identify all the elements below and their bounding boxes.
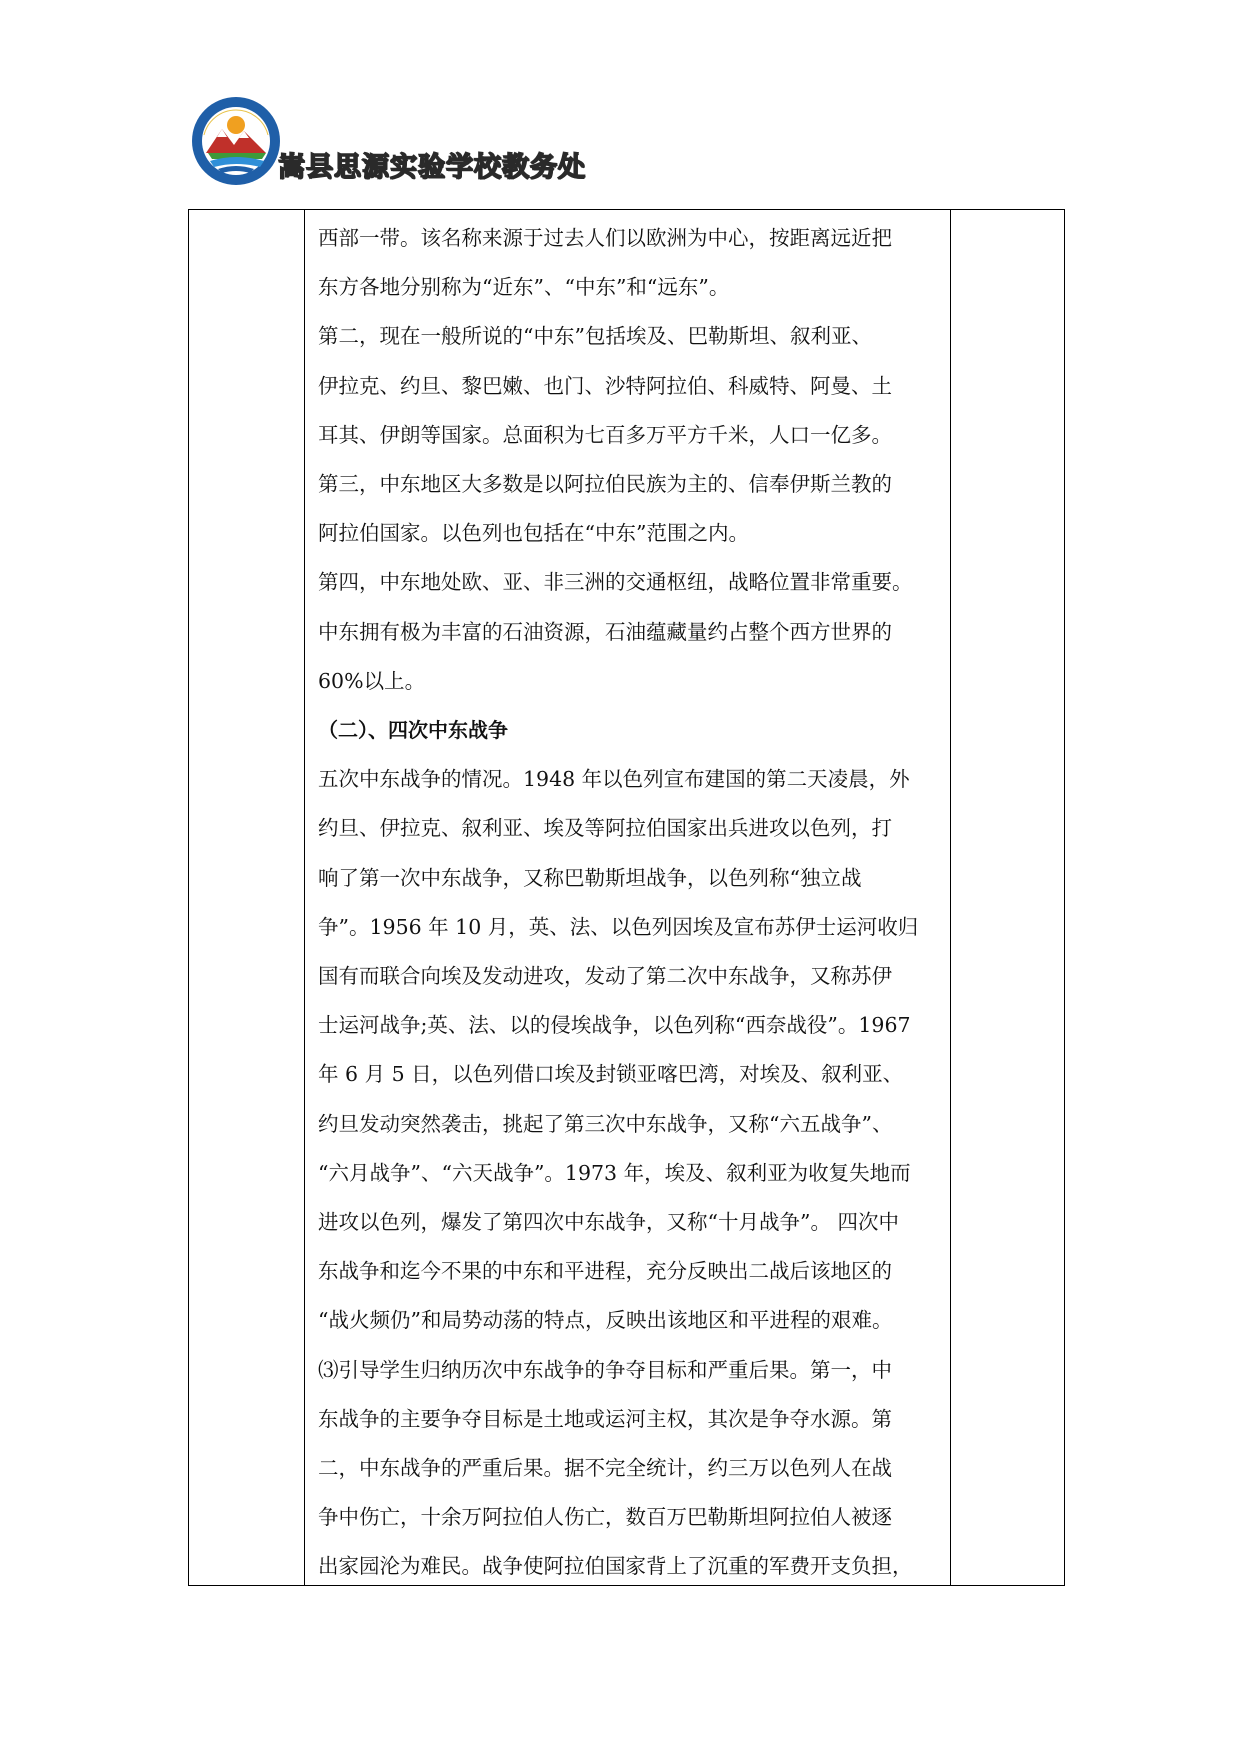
section-heading: （二）、四次中东战争 (318, 718, 508, 743)
right-column-cell (950, 210, 1064, 1585)
content-line: 第二，现在一般所说的“中东”包括埃及、巴勒斯坦、叙利亚、 (318, 324, 872, 349)
content-line: 东战争和迄今不果的中东和平进程，充分反映出二战后该地区的 (318, 1259, 892, 1284)
content-line: 中东拥有极为丰富的石油资源，石油蕴藏量约占整个西方世界的 (318, 619, 892, 644)
page-header (190, 95, 620, 185)
content-line: 响了第一次中东战争，又称巴勒斯坦战争，以色列称“独立战 (318, 865, 862, 890)
school-name: 嵩县思源实验学校教务处 (278, 152, 586, 183)
content-line: 约旦发动突然袭击，挑起了第三次中东战争，又称“六五战争”、 (318, 1111, 893, 1136)
content-line: 争中伤亡，十余万阿拉伯人伤亡，数百万巴勒斯坦阿拉伯人被逐 (318, 1505, 892, 1530)
content-line: 五次中东战争的情况。1948 年以色列宣布建国的第二天凌晨，外 (318, 767, 910, 792)
left-column-cell (189, 210, 305, 1585)
content-line: 年 6 月 5 日，以色列借口埃及封锁亚喀巴湾，对埃及、叙利亚、 (318, 1062, 904, 1087)
content-line: 东战争的主要争夺目标是土地或运河主权，其次是争夺水源。第 (318, 1406, 892, 1431)
content-line: 60%以上。 (318, 668, 426, 693)
content-line: 士运河战争;英、法、以的侵埃战争，以色列称“西奈战役”。1967 (318, 1013, 911, 1038)
content-line: 争”。1956 年 10 月，英、法、以色列因埃及宣布苏伊士运河收归 (318, 914, 919, 939)
content-line: “六月战争”、“六天战争”。1973 年，埃及、叙利亚为收复失地而 (318, 1160, 911, 1185)
content-line: 约旦、伊拉克、叙利亚、埃及等阿拉伯国家出兵进攻以色列，打 (318, 816, 892, 841)
content-line: 第三，中东地区大多数是以阿拉伯民族为主的、信奉伊斯兰教的 (318, 472, 892, 497)
content-line: 西部一带。该名称来源于过去人们以欧洲为中心，按距离远近把 (318, 226, 892, 250)
content-line: 阿拉伯国家。以色列也包括在“中东”范围之内。 (318, 521, 749, 546)
content-line: 耳其、伊朗等国家。总面积为七百多万平方千米，人口一亿多。 (318, 422, 892, 447)
lesson-content-cell (318, 214, 938, 1592)
content-line: ⑶引导学生归纳历次中东战争的争夺目标和严重后果。第一，中 (318, 1357, 892, 1382)
content-line: 二，中东战争的严重后果。据不完全统计，约三万以色列人在战 (318, 1456, 892, 1481)
content-line: 第四，中东地处欧、亚、非三洲的交通枢纽，战略位置非常重要。 (318, 570, 913, 595)
lesson-plan-table (188, 209, 1065, 1586)
content-line: “战火频仍”和局势动荡的特点，反映出该地区和平进程的艰难。 (318, 1308, 893, 1333)
content-line: 东方各地分别称为“近东”、“中东”和“远东”。 (318, 275, 730, 300)
school-logo-icon (190, 95, 282, 187)
content-line: 出家园沦为难民。战争使阿拉伯国家背上了沉重的军费开支负担， (318, 1554, 913, 1579)
content-line: 伊拉克、约旦、黎巴嫩、也门、沙特阿拉伯、科威特、阿曼、土 (318, 373, 892, 398)
content-line: 进攻以色列，爆发了第四次中东战争，又称“十月战争”。 四次中 (318, 1210, 899, 1235)
content-line: 国有而联合向埃及发动进攻，发动了第二次中东战争，又称苏伊 (318, 964, 892, 989)
